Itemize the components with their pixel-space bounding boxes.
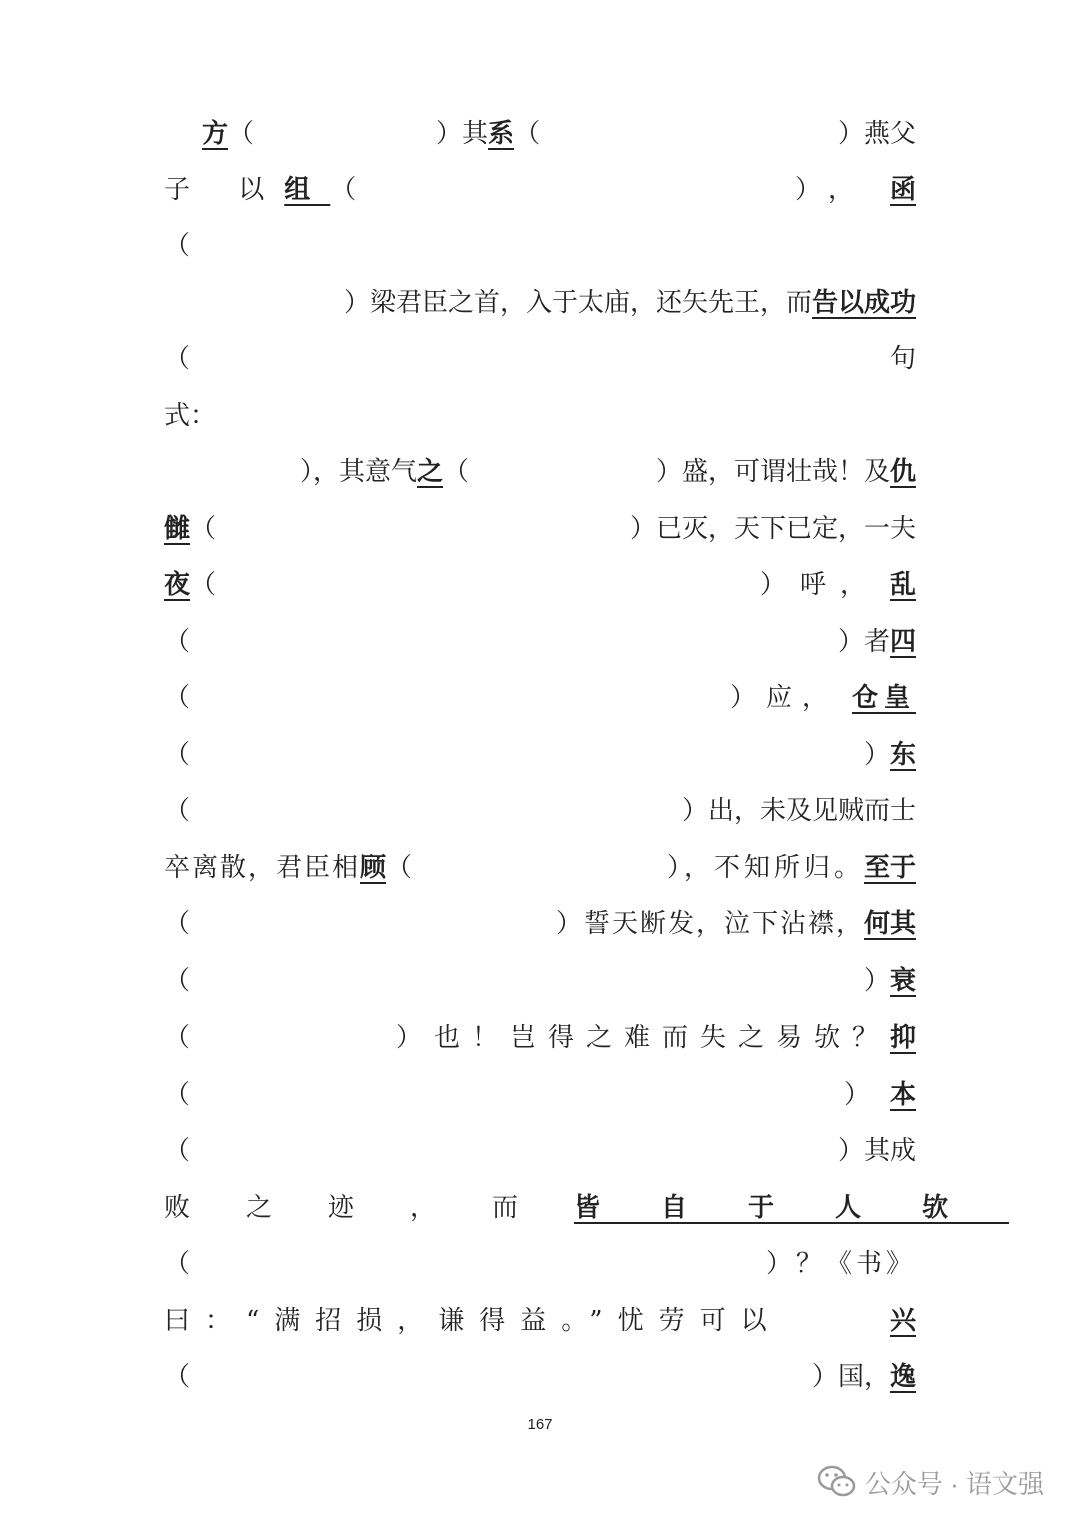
text-segment: ）国， — [811, 1362, 890, 1392]
text-line-4 — [164, 285, 916, 321]
text-line-20 — [164, 1190, 1010, 1226]
word-gu: 顾 — [360, 853, 387, 883]
text-segment: ）应， — [729, 683, 838, 713]
text-line-2 — [164, 172, 916, 208]
text-segment: ） — [863, 740, 890, 770]
word-yi: 抑 — [889, 1023, 916, 1053]
text-segment: ）燕父 — [837, 119, 916, 149]
text-line-1 — [164, 116, 916, 152]
watermark — [817, 1462, 1044, 1502]
text-line-14 — [164, 850, 916, 886]
watermark-text: 公众号 · 语文强 — [864, 1468, 1044, 1499]
paren-open: （ — [228, 119, 255, 149]
word-ben: 本 — [889, 1080, 916, 1110]
text-segment: ），不知所归。 — [666, 853, 864, 883]
text-line-3 — [164, 228, 916, 264]
paren-open: （ — [386, 853, 413, 883]
word-xi: 系 — [488, 119, 515, 149]
text-segment: ）， — [794, 175, 874, 205]
word-he-qi: 何其 — [863, 909, 916, 939]
phrase-jie-zi-yu-ren-yu: 皆自于人欤 — [574, 1193, 1010, 1223]
word-si: 四 — [889, 627, 916, 657]
text-line-22 — [164, 1303, 916, 1339]
word-zhi: 之 — [417, 457, 444, 487]
word-cang-huang: 仓皇 — [851, 683, 916, 713]
text-line-18 — [164, 1077, 916, 1113]
text-segment: ）其 — [436, 119, 489, 149]
text-line-21 — [164, 1246, 916, 1282]
phrase-gao-yi-cheng-gong: 告以成功 — [811, 288, 916, 318]
text-line-10 — [164, 624, 916, 660]
text-segment: ），其意气 — [300, 457, 418, 487]
text-line-11 — [164, 680, 916, 716]
text-line-6 — [164, 398, 916, 434]
text-segment: 句 — [889, 344, 916, 374]
word-chou: 仇 — [889, 457, 916, 487]
text-line-5 — [164, 341, 916, 377]
text-segment: ） — [863, 966, 890, 996]
text-segment: 败之迹，而 — [164, 1193, 575, 1223]
paren-open: （ — [190, 514, 217, 544]
page-number: 167 — [527, 1416, 553, 1433]
text-segment: ）已灭，天下已定，一夫 — [629, 514, 916, 544]
word-shuai: 衰 — [889, 966, 916, 996]
paren-open: （ — [164, 1249, 191, 1279]
wechat-icon — [817, 1465, 857, 1499]
text-line-8 — [164, 511, 916, 547]
paren-open: （ — [164, 683, 191, 713]
text-line-17 — [164, 1020, 916, 1056]
text-line-7 — [164, 454, 916, 490]
word-zhi-yu: 至于 — [863, 853, 916, 883]
word-han: 函 — [889, 175, 916, 205]
paren-open: （ — [164, 909, 191, 939]
paren-open: （ — [164, 344, 191, 374]
paren-open: （ — [164, 796, 191, 826]
text-segment: ）出，未及见贼而士 — [681, 796, 916, 826]
word-zu: 组 — [284, 175, 331, 205]
text-line-15 — [164, 906, 916, 942]
text-line-13 — [164, 793, 916, 829]
text-segment: 曰：“满招损，谦得益。”忧劳可以 — [164, 1306, 782, 1336]
paren-open: （ — [190, 570, 217, 600]
text-segment: ） — [843, 1080, 870, 1110]
text-line-12 — [164, 737, 916, 773]
paren-open: （ — [164, 627, 191, 657]
paren-open: （ — [330, 175, 377, 205]
paren-open: （ — [164, 231, 191, 261]
text-segment: 子 以 — [164, 175, 285, 205]
text-line-9 — [164, 567, 916, 603]
text-segment: ）誓天断发，泣下沾襟， — [555, 909, 864, 939]
text-segment: ）也！岂得之难而失之易欤？ — [395, 1023, 890, 1053]
word-luan: 乱 — [889, 570, 916, 600]
word-ye: 夜 — [164, 570, 191, 600]
text-segment: ）盛，可谓壮哉！及 — [655, 457, 890, 487]
paren-open: （ — [164, 966, 191, 996]
text-segment: ）？《书》 — [765, 1249, 916, 1279]
text-segment: ）梁君臣之首，入于太庙，还矢先王，而 — [343, 288, 812, 318]
text-segment: 式： — [164, 401, 217, 431]
paren-open: （ — [514, 119, 541, 149]
paren-open: （ — [164, 1136, 191, 1166]
text-segment: ）呼， — [759, 570, 880, 600]
paren-open: （ — [164, 1080, 191, 1110]
paren-open: （ — [443, 457, 470, 487]
paren-open: （ — [164, 1362, 191, 1392]
word-xing: 兴 — [889, 1306, 916, 1336]
text-segment: ）其成 — [837, 1136, 916, 1166]
word-fang: 方 — [202, 119, 229, 149]
word-chou2: 雠 — [164, 514, 191, 544]
paren-open: （ — [164, 740, 191, 770]
text-line-23 — [164, 1359, 916, 1395]
text-segment: 卒离散，君臣相 — [164, 853, 361, 883]
text-segment: ）者 — [837, 627, 890, 657]
word-dong: 东 — [889, 740, 916, 770]
text-line-16 — [164, 963, 916, 999]
text-line-19 — [164, 1133, 916, 1169]
paren-open: （ — [164, 1023, 191, 1053]
word-yi2: 逸 — [889, 1362, 916, 1392]
